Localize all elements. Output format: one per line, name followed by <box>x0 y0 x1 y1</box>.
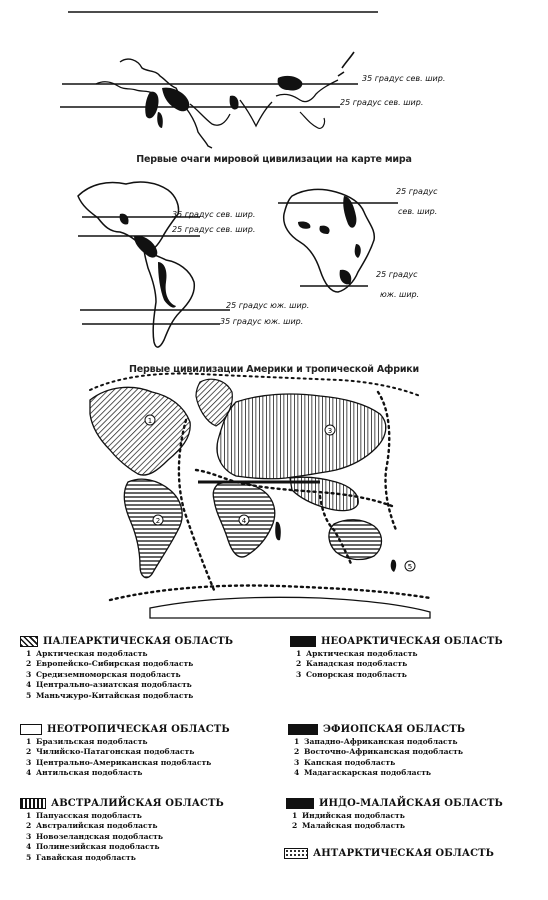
legend-item: 3 Новозеландская подобласть <box>26 831 164 841</box>
legend-item: 1 Арктическая подобласть <box>296 649 418 658</box>
latitude-label-35n: 35 градус сев. шир. <box>362 74 446 83</box>
antarctic-region <box>150 597 430 618</box>
legend-title: НЕОАРКТИЧЕСКАЯ ОБЛАСТЬ <box>321 635 503 647</box>
legend-title: АНТАРКТИЧЕСКАЯ ОБЛАСТЬ <box>313 847 495 859</box>
legend-title: АВСТРАЛИЙСКАЯ ОБЛАСТЬ <box>51 797 224 809</box>
south-america-outline <box>144 248 194 347</box>
civilization-center-china <box>278 76 303 91</box>
civilization-center-nubia <box>157 112 163 128</box>
australian-swatch-icon <box>20 798 46 809</box>
map-zoogeographic-regions <box>90 374 430 618</box>
legend-item: 2 Канадская подобласть <box>296 659 408 669</box>
legend-item: 3 Центрально-Американская подобласть <box>26 757 212 767</box>
india-coast <box>240 100 272 126</box>
civilization-center-mississippi <box>120 214 129 225</box>
america-latitude-label-35n: 35 градус сев. шир. <box>172 210 256 219</box>
legend-australian <box>20 796 224 863</box>
legend-item: 3 Сонорская подобласть <box>296 669 407 679</box>
neotropical-swatch-icon <box>20 724 42 735</box>
legend-item: 2 Европейско-Сибирская подобласть <box>26 659 194 669</box>
japan-islands <box>338 52 354 76</box>
legend-item: 2 Малайская подобласть <box>292 821 406 831</box>
legend-item: 1 Индийская подобласть <box>292 811 405 820</box>
legend-item: 1 Западно-Африканская подобласть <box>294 737 458 746</box>
europe-africa-coastline <box>120 59 212 148</box>
legend-item: 4 Антильская подобласть <box>26 768 143 778</box>
africa-outline <box>284 189 375 292</box>
america-latitude-label-25s: 25 градус юж. шир. <box>226 301 310 310</box>
region-number-label: 1 <box>147 417 153 425</box>
africa-latitude-label-25n-line2: сев. шир. <box>398 207 438 216</box>
nearctic-swatch-icon <box>290 636 316 647</box>
civilization-center-mesoamerica <box>134 236 157 258</box>
latitude-label-25n: 25 градус сев. шир. <box>340 98 424 107</box>
legend-indomalayan <box>286 796 503 832</box>
legend-item: 2 Восточно-Африканская подобласть <box>294 747 464 757</box>
civilization-center-central-africa <box>319 226 329 234</box>
legend-item: 1 Папуасская подобласть <box>26 811 142 820</box>
madagascar-island <box>275 522 281 541</box>
legend-ethiopian <box>288 722 465 779</box>
africa-latitude-label-25s-line1: 25 градус <box>376 270 418 279</box>
africa-latitude-label-25n-line1: 25 градус <box>396 187 438 196</box>
region-number-label: 3 <box>327 427 333 435</box>
legend-item: 1 Бразильская подобласть <box>26 737 148 746</box>
america-latitude-label-25n: 25 градус сев. шир. <box>172 225 256 234</box>
palearctic-swatch-icon <box>20 636 38 647</box>
africa-latitude-label-25s-line2: юж. шир. <box>380 290 420 299</box>
legend-item: 1 Арктическая подобласть <box>26 649 148 658</box>
legend-item: 5 Маньчжуро-Китайская подобласть <box>26 690 194 700</box>
nearctic-region <box>90 387 190 475</box>
legend-item: 4 Полинезийская подобласть <box>26 842 160 852</box>
legend-title: ЭФИОПСКАЯ ОБЛАСТЬ <box>323 723 466 735</box>
legend-title: НЕОТРОПИЧЕСКАЯ ОБЛАСТЬ <box>47 723 230 735</box>
legend-item: 3 Средиземноморская подобласть <box>26 669 181 679</box>
legend-palearctic <box>20 634 233 701</box>
legend-item: 4 Мадагаскарская подобласть <box>294 768 432 778</box>
civilization-center-west-africa <box>298 221 310 228</box>
new-zealand-island <box>391 560 396 572</box>
neotropical-region <box>124 479 182 578</box>
civilization-center-egypt <box>145 92 158 119</box>
legend-item: 2 Чилийско-Патагонская подобласть <box>26 747 195 757</box>
legend-item: 5 Гавайская подобласть <box>26 852 136 862</box>
australian-region <box>329 520 382 560</box>
legend-title: ИНДО-МАЛАЙСКАЯ ОБЛАСТЬ <box>319 797 503 809</box>
ethiopian-swatch-icon <box>288 724 318 735</box>
legend-title: ПАЛЕАРКТИЧЕСКАЯ ОБЛАСТЬ <box>43 635 234 647</box>
region-number-label: 4 <box>241 517 247 525</box>
civilization-center-great-zimbabwe <box>340 270 352 285</box>
indomalayan-swatch-icon <box>286 798 314 809</box>
region-number-label: 5 <box>407 563 413 571</box>
civilization-center-east-africa <box>355 244 361 258</box>
antarctic-swatch-icon <box>284 848 308 859</box>
legend-item: 2 Австралийская подобласть <box>26 821 158 831</box>
palearctic-region <box>217 394 386 479</box>
legend-neotropical <box>20 722 230 779</box>
legend-item: 4 Центрально-азиатская подобласть <box>26 680 192 690</box>
legend-nearctic <box>290 634 503 680</box>
map1-caption: Первые очаги мировой цивилизации на карте мира <box>136 154 412 165</box>
legend-antarctic <box>284 846 494 860</box>
map2-caption: Первые цивилизации Америки и тропической Африки <box>128 364 420 375</box>
region-boundary-pacific <box>179 420 214 590</box>
civilization-center-andes <box>158 262 176 308</box>
region-boundary-east <box>378 392 396 530</box>
se-asia-coast <box>300 112 325 128</box>
north-america-outline <box>78 182 179 250</box>
region-number-label: 2 <box>155 517 161 525</box>
map-old-world-civilizations <box>60 12 378 148</box>
america-latitude-label-35s: 35 градус юж. шир. <box>220 317 304 326</box>
legend-item: 3 Капская подобласть <box>294 757 396 767</box>
